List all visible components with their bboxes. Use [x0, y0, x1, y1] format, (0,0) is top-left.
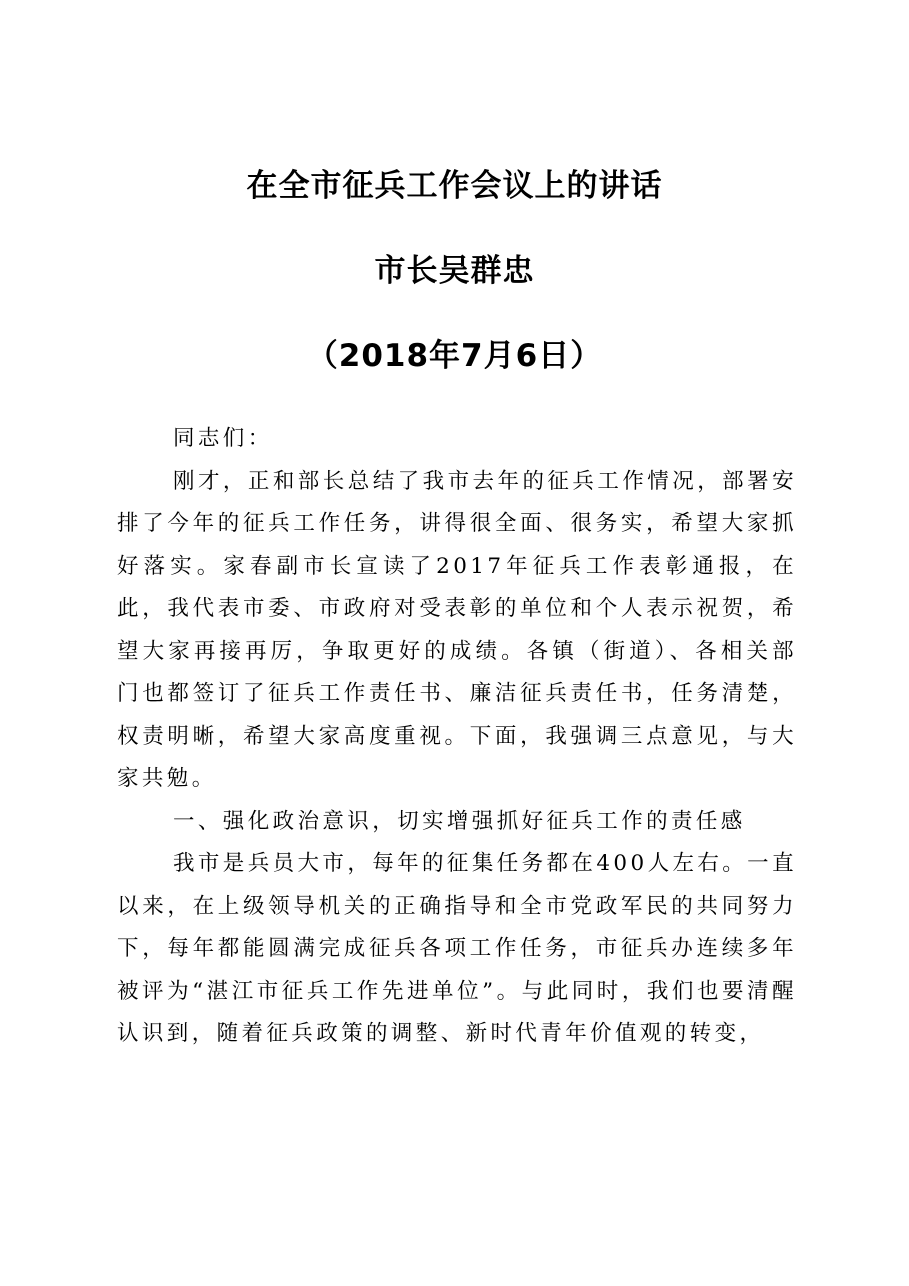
paragraph-section-1: 我市是兵员大市，每年的征集任务都在400人左右。一直以来，在上级领导机关的正确指导和全市党政军民的共同努力下，每年都能圆满完成征兵各项工作任务，市征兵办连续多年被评为“湛江市征兵工作先进单位”。与此同时，我们也要清醒认识到，随着征兵政策的调整、新时代青年价值观的转变，: [117, 851, 797, 1046]
salutation: 同志们：: [173, 426, 273, 451]
paragraph-intro: 刚才，正和部长总结了我市去年的征兵工作情况，部署安排了今年的征兵工作任务，讲得很全面、很务实，希望大家抓好落实。家春副市长宣读了2017年征兵工作表彰通报，在此，我代表市委、市政府对受表彰的单位和个人表示祝贺，希望大家再接再厉，争取更好的成绩。各镇（街道）、各相关部门也都签订了征兵工作责任书、廉洁征兵责任书，任务清楚，权责明晰，希望大家高度重视。下面，我强调三点意见，与大家共勉。: [117, 468, 797, 791]
document-body: [117, 418, 797, 1056]
document-title: 在全市征兵工作会议上的讲话: [246, 168, 663, 204]
section-heading-1: 一、强化政治意识，切实增强抓好征兵工作的责任感: [173, 808, 746, 834]
speaker-name: 市长吴群忠: [374, 253, 535, 289]
speech-date: （2018年7月6日）: [306, 338, 603, 374]
